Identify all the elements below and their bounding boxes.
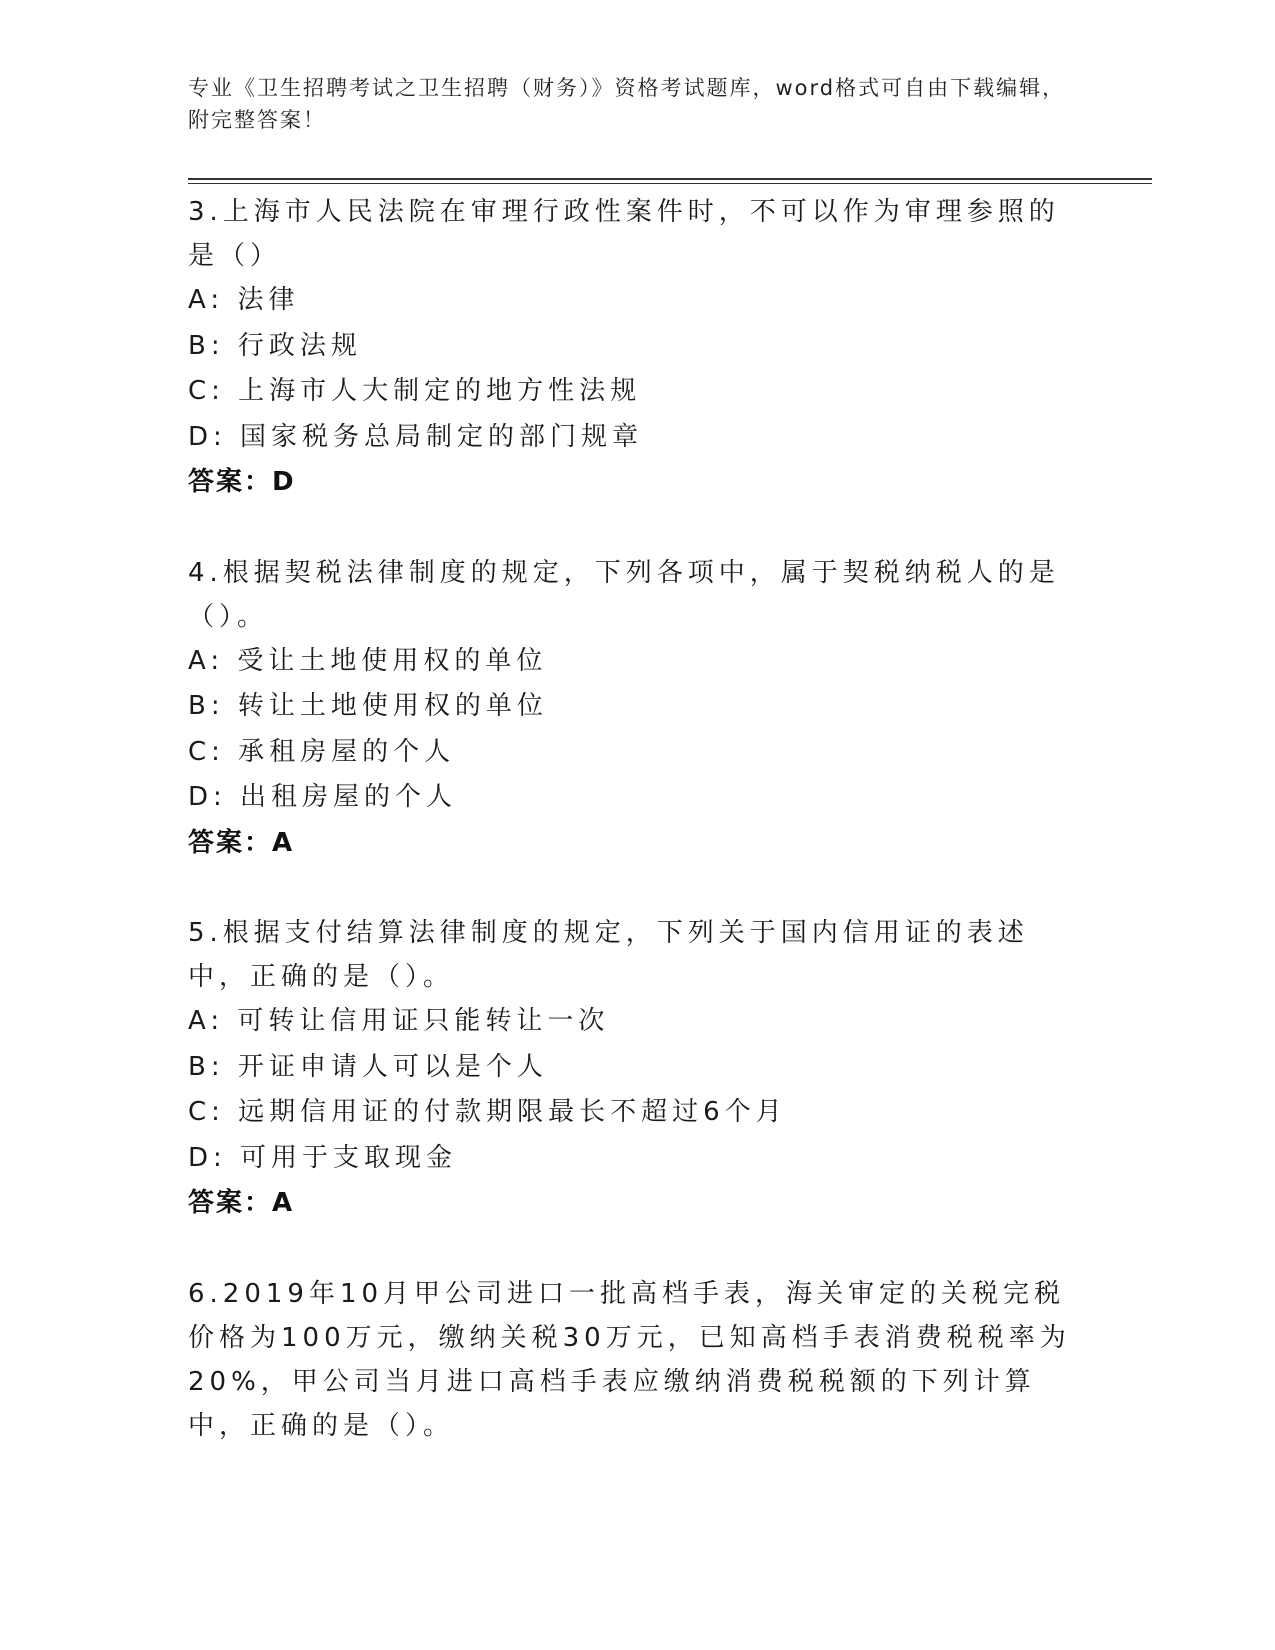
- option-c: C: 远期信用证的付款期限最长不超过6个月: [188, 1097, 787, 1127]
- question-text: 5.根据支付结算法律制度的规定，下列关于国内信用证的表述中，正确的是（）。: [188, 918, 1029, 992]
- option-b: B: 转让土地使用权的单位: [188, 691, 548, 721]
- header-divider-thick: [188, 178, 1152, 180]
- option-d: D: 国家税务总局制定的部门规章: [188, 421, 644, 452]
- header-divider-thin: [188, 183, 1152, 184]
- option-a: A: 法律: [188, 285, 300, 315]
- answer: 答案：A: [188, 1188, 295, 1218]
- question-3: [188, 190, 1088, 506]
- answer: 答案：D: [188, 467, 296, 497]
- option-a: A: 受让土地使用权的单位: [188, 645, 548, 676]
- question-text: 4.根据契税法律制度的规定，下列各项中，属于契税纳税人的是（）。: [188, 557, 1060, 632]
- answer: 答案：A: [188, 827, 295, 858]
- option-c: C: 上海市人大制定的地方性法规: [188, 376, 642, 406]
- option-a: A: 可转让信用证只能转让一次: [188, 1006, 610, 1036]
- question-4: [188, 551, 1088, 867]
- option-b: B: 开证申请人可以是个人: [188, 1051, 548, 1082]
- document-header: 专业《卫生招聘考试之卫生招聘（财务）》资格考试题库，word格式可自由下载编辑，附完整答案！: [188, 76, 1066, 132]
- option-c: C: 承租房屋的个人: [188, 736, 456, 767]
- question-text: 3.上海市人民法院在审理行政性案件时，不可以作为审理参照的是（）: [188, 197, 1060, 271]
- option-d: D: 可用于支取现金: [188, 1142, 458, 1173]
- question-5: [188, 911, 1088, 1227]
- option-d: D: 出租房屋的个人: [188, 782, 458, 812]
- question-text: 6.2019年10月甲公司进口一批高档手表，海关审定的关税完税价格为100万元，缴纳关税30万元，已知高档手表消费税税率为20%，甲公司当月进口高档手表应缴纳消费税税额的下列计算中，正确的是（）。: [188, 1278, 1071, 1441]
- question-list: [188, 190, 1088, 1493]
- option-b: B: 行政法规: [188, 330, 362, 361]
- question-6: [188, 1272, 1088, 1448]
